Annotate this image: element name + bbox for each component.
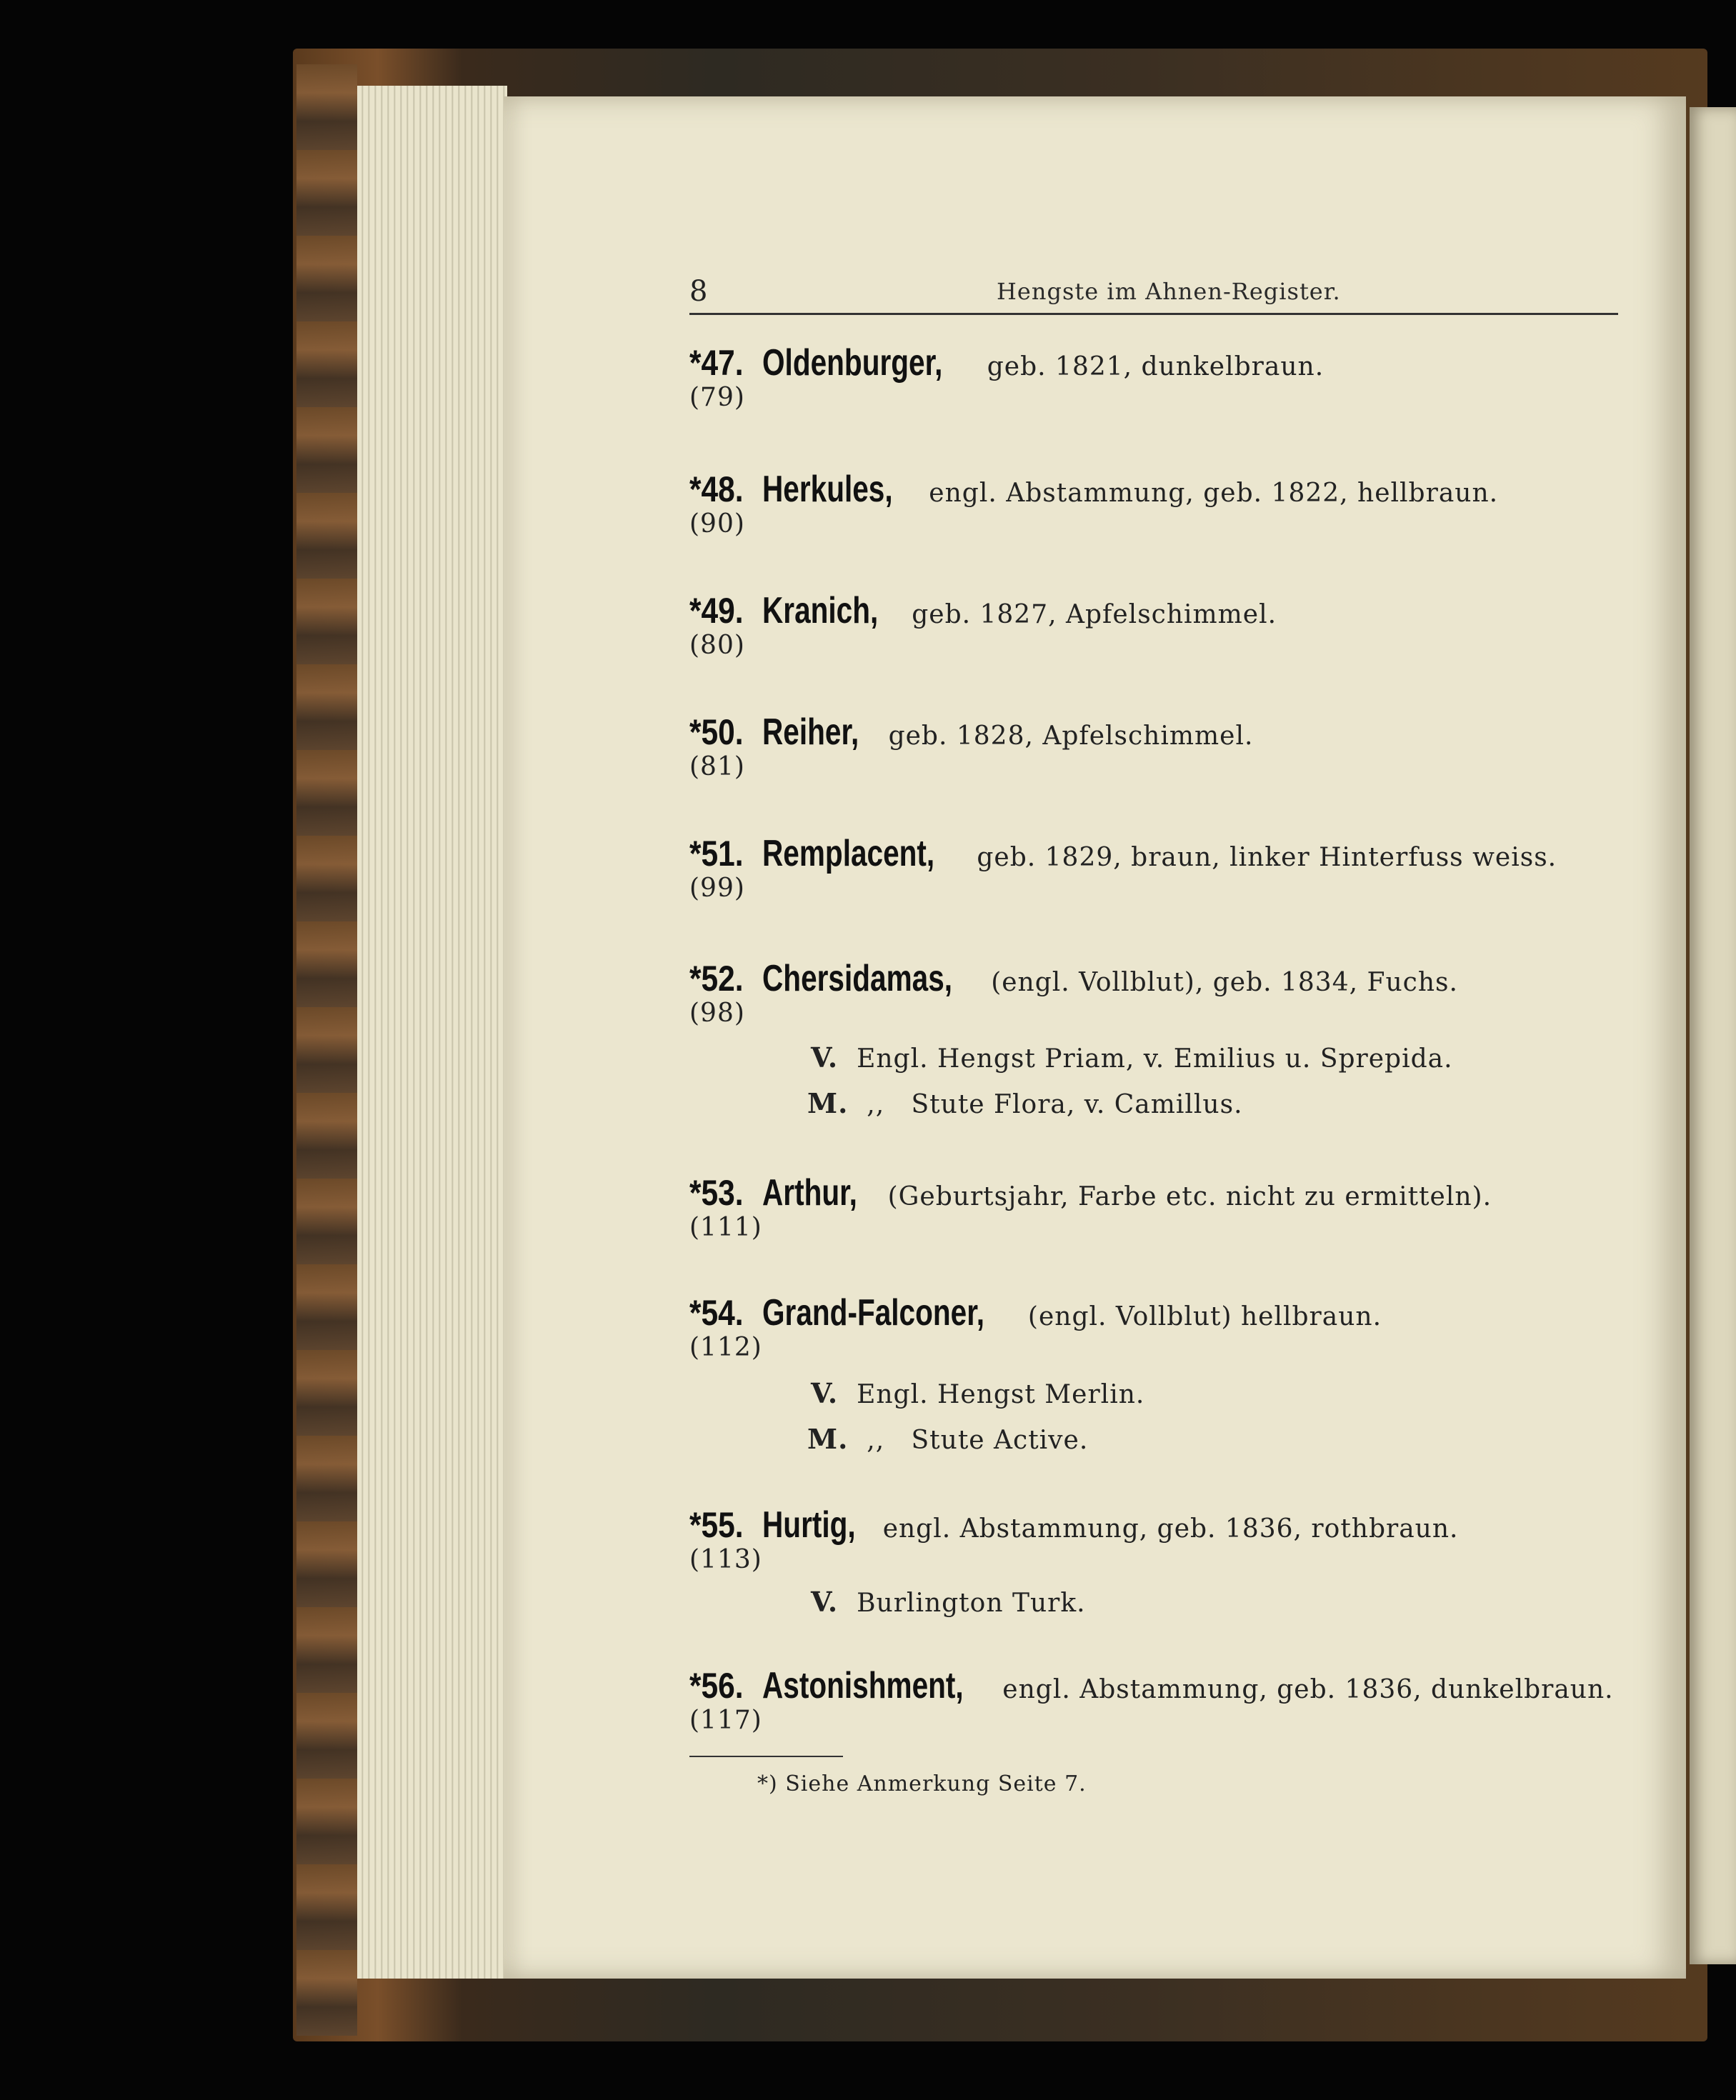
horse-name: Hurtig, — [762, 1504, 856, 1546]
sire-text: Burlington Turk. — [857, 1589, 1086, 1618]
footnote-rule — [689, 1756, 843, 1757]
entry-number: *50. — [689, 712, 744, 752]
sire-mark: V. — [811, 1041, 839, 1074]
entry-50 — [689, 711, 1661, 781]
sire-line — [811, 1377, 1144, 1409]
dam-text: ,, Stute Active. — [867, 1426, 1089, 1455]
sire-line — [811, 1041, 1453, 1074]
horse-name: Kranich, — [762, 590, 879, 631]
page-header — [689, 275, 1618, 318]
entry-47 — [689, 341, 1661, 412]
entry-description: geb. 1828, Apfelschimmel. — [888, 721, 1254, 751]
entry-description: engl. Abstammung, geb. 1836, dunkelbraun. — [1002, 1675, 1614, 1704]
entry-56 — [689, 1664, 1661, 1735]
entry-reference: (99) — [689, 874, 745, 903]
horse-name: Astonishment, — [762, 1665, 964, 1706]
entry-reference: (79) — [689, 383, 745, 412]
entry-reference: (112) — [689, 1333, 762, 1362]
entry-description: geb. 1827, Apfelschimmel. — [912, 600, 1277, 629]
entry-reference: (98) — [689, 999, 745, 1028]
entry-54 — [689, 1291, 1661, 1362]
facing-page-edge — [1690, 107, 1736, 1964]
entry-reference: (113) — [689, 1545, 762, 1574]
entry-number: *52. — [689, 959, 744, 999]
entry-55 — [689, 1504, 1661, 1574]
dam-mark: M. — [807, 1423, 849, 1455]
entry-reference: (117) — [689, 1706, 762, 1735]
horse-name: Grand-Falconer, — [762, 1292, 985, 1334]
sire-mark: V. — [811, 1586, 839, 1618]
entry-description: (engl. Vollblut) hellbraun. — [1027, 1302, 1382, 1331]
footnote: *) Siehe Anmerkung Seite 7. — [757, 1771, 1087, 1796]
entry-48 — [689, 468, 1661, 539]
entry-number: *56. — [689, 1666, 744, 1706]
horse-name: Herkules, — [762, 469, 893, 510]
sire-text: Engl. Hengst Merlin. — [857, 1380, 1145, 1409]
entry-number: *55. — [689, 1505, 744, 1545]
entry-number: *48. — [689, 469, 744, 509]
entry-53 — [689, 1171, 1661, 1242]
entry-description: engl. Abstammung, geb. 1822, hellbraun. — [929, 479, 1499, 508]
dam-mark: M. — [807, 1087, 849, 1119]
entry-description: (engl. Vollblut), geb. 1834, Fuchs. — [991, 968, 1458, 997]
dam-text: ,, Stute Flora, v. Camillus. — [867, 1090, 1243, 1119]
sire-line — [811, 1586, 1086, 1618]
entry-reference: (81) — [689, 752, 745, 781]
horse-name: Reiher, — [762, 711, 859, 753]
page-number: 8 — [689, 275, 708, 308]
horse-name: Oldenburger, — [762, 342, 943, 384]
entry-description: geb. 1821, dunkelbraun. — [987, 352, 1325, 381]
page-edges — [357, 86, 507, 1979]
entry-49 — [689, 589, 1661, 660]
entry-number: *54. — [689, 1293, 744, 1333]
entry-number: *53. — [689, 1173, 744, 1213]
book-spine-edge — [296, 64, 357, 2036]
horse-name: Remplacent, — [762, 833, 935, 874]
entry-number: *47. — [689, 343, 744, 383]
dam-line — [807, 1087, 1243, 1119]
running-head: Hengste im Ahnen-Register. — [997, 278, 1341, 305]
sire-text: Engl. Hengst Priam, v. Emilius u. Sprepida. — [857, 1044, 1453, 1074]
horse-name: Arthur, — [762, 1172, 858, 1214]
entry-description: engl. Abstammung, geb. 1836, rothbraun. — [882, 1514, 1459, 1544]
entry-description: geb. 1829, braun, linker Hinterfuss weiss. — [977, 843, 1557, 872]
sire-mark: V. — [811, 1377, 839, 1409]
entry-number: *49. — [689, 591, 744, 631]
entry-description: (Geburtsjahr, Farbe etc. nicht zu ermitteln). — [887, 1182, 1492, 1211]
entry-51 — [689, 832, 1661, 903]
dam-line — [807, 1423, 1088, 1455]
entry-reference: (111) — [689, 1213, 762, 1242]
horse-name: Chersidamas, — [762, 958, 953, 999]
entry-reference: (80) — [689, 631, 745, 660]
entry-number: *51. — [689, 834, 744, 874]
entry-reference: (90) — [689, 509, 745, 539]
header-rule — [689, 313, 1618, 315]
entry-52 — [689, 957, 1661, 1028]
